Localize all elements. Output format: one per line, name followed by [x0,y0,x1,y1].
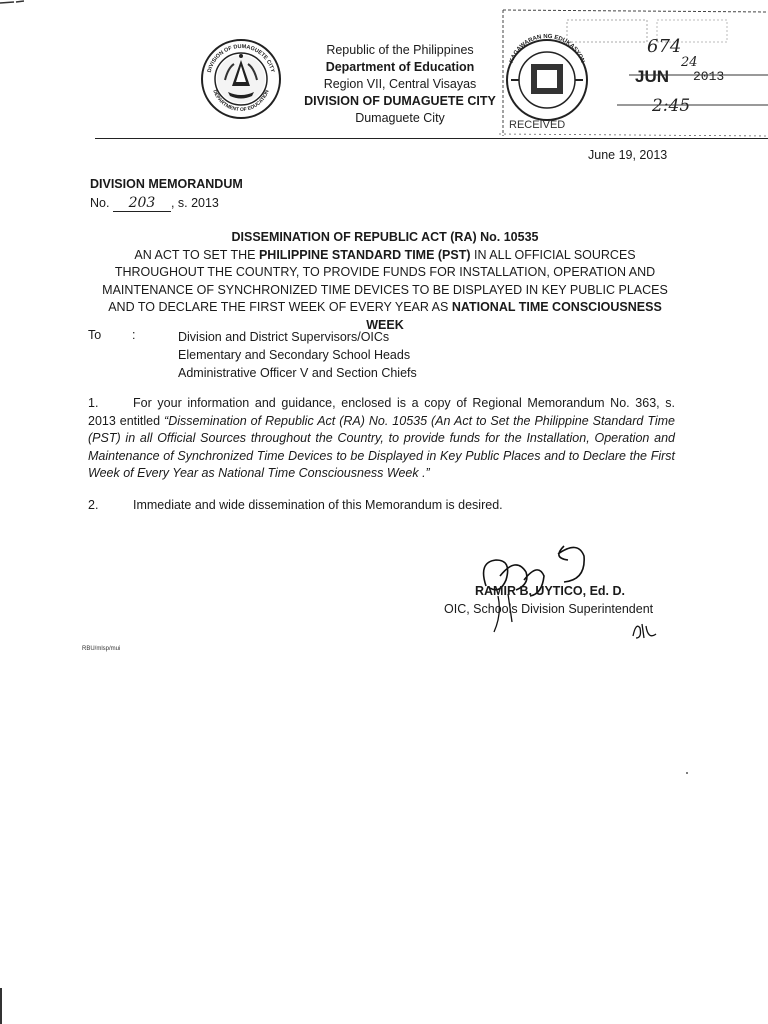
letterhead-region: Region VII, Central Visayas [323,77,477,91]
memo-number-value: 203 [113,195,171,212]
paragraph-2-number: 2. [88,498,99,512]
scan-speck [686,772,688,774]
memo-number-label: No. [90,196,110,210]
memo-number-line [90,195,219,212]
letterhead [270,42,530,127]
subject-line-5-pre: AND TO DECLARE THE FIRST WEEK OF EVERY YEAR AS [108,300,452,314]
paragraph-2-text: Immediate and wide dissemination of this Memorandum is desired. [133,498,503,512]
subject-line-2-bold: PHILIPPINE STANDARD TIME (PST) [258,247,471,262]
paragraph-1-number: 1. [88,396,99,410]
paragraph-2 [88,497,675,515]
scan-edge-mark [0,988,2,1024]
memo-series: , s. 2013 [170,196,219,210]
handwritten-initials [630,618,660,642]
paragraph-1-italic-title: “Dissemination of Republic Act (RA) No. 10535 (An Act to Set the Philippine Standard Time (PST) in all Official Sources throughout the Country, to provide funds for the Installation, Operation and Maintenance of Synchronized Time Devices to be Displayed in Key Public Places and to Declare the First Week of Every Year as National Time Consciousness Week .” [88,413,675,480]
memo-subject [95,229,675,334]
letterhead-division: DIVISION OF DUMAGUETE CITY [304,94,496,108]
reference-initials: RBU/mlsp/mui [82,646,121,652]
recipient-item: Administrative Officer V and Section Chiefs [178,366,417,380]
signatory-title: OIC, Schools Division Superintendent [444,602,654,616]
subject-line-3: THROUGHOUT THE COUNTRY, TO PROVIDE FUNDS FOR INSTALLATION, OPERATION AND [114,265,656,279]
recipients-list [178,328,417,382]
memo-title: DIVISION MEMORANDUM [90,177,243,191]
header-divider [95,138,768,139]
subject-line-4: MAINTENANCE OF SYNCHRONIZED TIME DEVICES TO BE DISPLAYED IN KEY PUBLIC PLACES [102,282,668,297]
memo-date: June 19, 2013 [588,148,668,162]
subject-line-1: DISSEMINATION OF REPUBLIC ACT (RA) No. 10535 [231,230,539,244]
subject-line-2-pre: AN ACT TO SET THE [134,247,259,262]
recipient-item: Elementary and Secondary School Heads [178,348,411,362]
scan-corner-mark [0,0,24,6]
svg-text:DIVISION OF DUMAGUETE CITY: DIVISION OF DUMAGUETE CITY [206,43,276,74]
svg-text:2:45: 2:45 [652,96,691,116]
paragraph-1-text: For your information and guidance, enclosed is a copy of Regional Memorandum No. 363, s. 2013 entitled [88,396,675,428]
svg-text:KAGAWARAN NG EDUKASYON: KAGAWARAN NG EDUKASYON [508,33,586,64]
svg-text:674: 674 [647,36,682,57]
recipient-item: Division and District Supervisors/OICs [178,330,390,344]
letterhead-city: Dumaguete City [355,111,445,125]
to-colon: : [132,328,136,342]
svg-text:2013: 2013 [693,69,725,84]
signatory-name: RAMIR B. UYTICO, Ed. D. [475,584,625,598]
svg-text:DEPARTMENT OF EDUCATION: DEPARTMENT OF EDUCATION [211,89,271,114]
to-label: To [88,328,102,342]
subject-line-2-post: IN ALL OFFICIAL SOURCES [470,247,636,262]
svg-text:RECEIVED: RECEIVED [509,119,566,131]
paragraph-1 [88,395,675,483]
subject-line-5-bold: NATIONAL TIME CONSCIOUSNESS WEEK [366,300,662,332]
svg-text:JUN: JUN [635,67,670,86]
received-stamp [497,8,768,138]
letterhead-country: Republic of the Philippines [326,43,474,57]
svg-text:24: 24 [681,55,698,70]
subject-line-2 [95,247,675,265]
letterhead-department: Department of Education [325,60,475,74]
